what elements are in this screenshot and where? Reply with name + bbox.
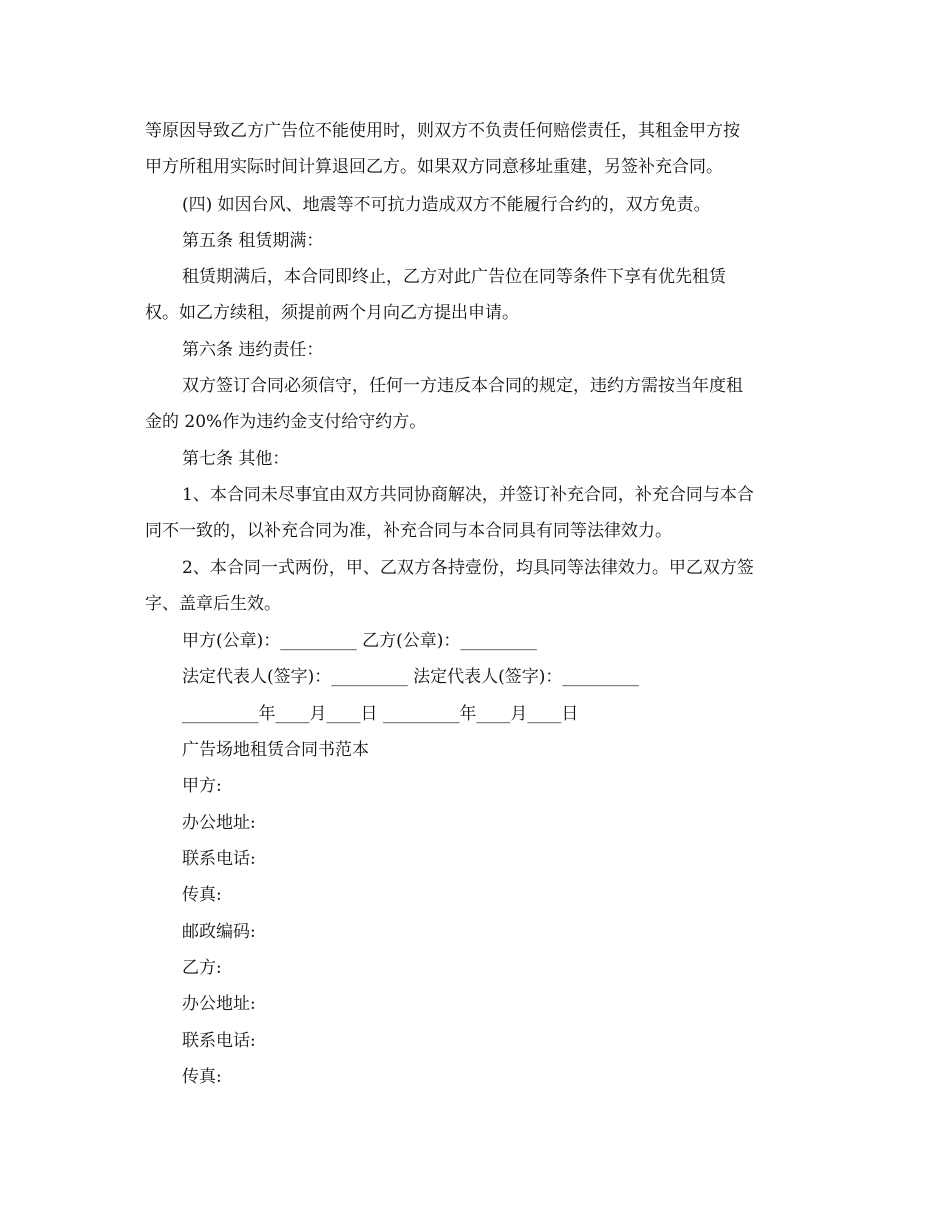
paragraph-line: 租赁期满后，本合同即终止，乙方对此广告位在同等条件下享有优先租赁 <box>182 267 726 287</box>
article-6-heading: 第六条 违约责任： <box>182 340 324 360</box>
party-a-postcode-label: 邮政编码: <box>182 922 256 942</box>
article-5-heading: 第五条 租赁期满： <box>182 231 324 251</box>
force-majeure-clause: (四) 如因台风、地震等不可抗力造成双方不能履行合约的，双方免责。 <box>182 195 711 215</box>
paragraph-line: 甲方所租用实际时间计算退回乙方。如果双方同意移址重建，另签补充合同。 <box>145 157 723 177</box>
paragraph-line: 2、本合同一式两份，甲、乙双方各持壹份，均具同等法律效力。甲乙双方签 <box>182 558 754 578</box>
party-b-label: 乙方: <box>182 958 222 978</box>
paragraph-line: 同不一致的，以补充合同为准，补充合同与本合同具有同等法律效力。 <box>145 521 672 541</box>
seal-line: 甲方(公章)：_________ 乙方(公章)：_________ <box>182 631 537 651</box>
date-line: _________年____月____日 _________年____月____日 <box>182 704 579 724</box>
party-a-fax-label: 传真: <box>182 885 222 905</box>
party-b-phone-label: 联系电话: <box>182 1031 256 1051</box>
party-a-address-label: 办公地址: <box>182 813 256 833</box>
paragraph-line: 权。如乙方续租，须提前两个月向乙方提出申请。 <box>145 303 519 323</box>
article-7-heading: 第七条 其他： <box>182 449 290 469</box>
template-title: 广告场地租赁合同书范本 <box>182 740 369 760</box>
party-a-label: 甲方: <box>182 776 222 796</box>
representative-line: 法定代表人(签字)：_________ 法定代表人(签字)：_________ <box>182 667 639 687</box>
party-b-fax-label: 传真: <box>182 1067 222 1087</box>
party-b-address-label: 办公地址: <box>182 994 256 1014</box>
paragraph-line: 字、盖章后生效。 <box>145 594 281 614</box>
paragraph-line: 双方签订合同必须信守，任何一方违反本合同的规定，违约方需按当年度租 <box>182 376 743 396</box>
paragraph-line: 金的 20%作为违约金支付给守约方。 <box>145 412 427 432</box>
paragraph-line: 1、本合同未尽事宜由双方共同协商解决，并签订补充合同，补充合同与本合 <box>182 485 754 505</box>
paragraph-line: 等原因导致乙方广告位不能使用时，则双方不负责任何赔偿责任，其租金甲方按 <box>145 121 740 141</box>
party-a-phone-label: 联系电话: <box>182 849 256 869</box>
